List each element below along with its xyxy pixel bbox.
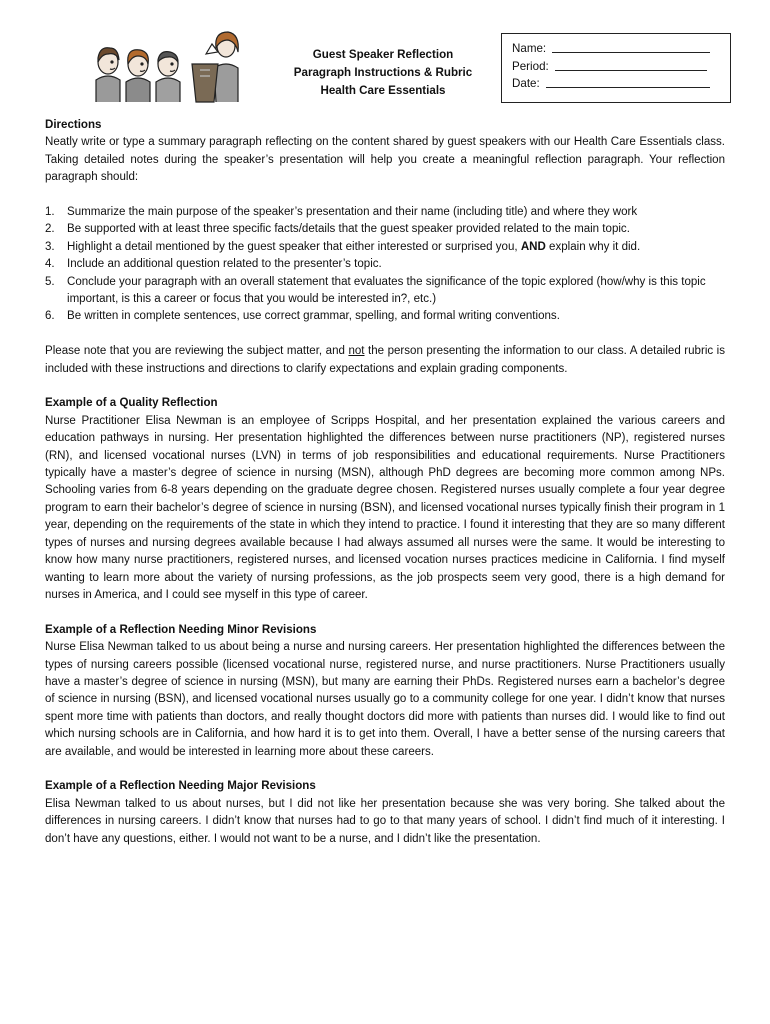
example-major-heading: Example of a Reflection Needing Major Revisions <box>45 780 316 793</box>
example-minor-heading: Example of a Reflection Needing Minor Revisions <box>45 623 317 636</box>
example-minor-text: Nurse Elisa Newman talked to us about being a nurse and nursing careers. Her presentation highlighted the differences between the types of nursing careers possible (licensed vocational nurse, registered nurse, and nurse practitioners. Nurse Practitioners usually have a master’s degree of science in nursing (MSN), but many are earning their PhDs. Registered nurses earn a bachelor’s degree of science in nursing (BSN), and licensed vocational nurses usually go to a community college for one year. I didn’t know that nurses spent more time with patients than doctors, and really thought doctors did more with patients than nurses did. I would like to find out which nursing schools are in California, and how hard it is to get into them. Overall, I have a better sense of the nursing careers that are available, and would be interested in learning more about these careers. <box>45 641 725 758</box>
period-field[interactable] <box>555 58 707 71</box>
list-item: 6. Be written in complete sentences, use correct grammar, spelling, and formal writing conventions. <box>45 310 560 323</box>
title-line-2: Paragraph Instructions & Rubric <box>293 66 473 79</box>
document-title <box>278 46 488 100</box>
subject-note: Please note that you are reviewing the subject matter, and not the person presenting the information to our class. A detailed rubric is included with these instructions and directions to clarify expectations and explain grading components. <box>45 345 726 375</box>
directions-heading: Directions <box>45 119 102 131</box>
period-label: Period: <box>512 59 549 73</box>
period-row <box>512 58 730 76</box>
document-body <box>45 117 725 848</box>
listener-figure-3 <box>156 52 180 102</box>
list-item: 4. Include an additional question related to the presenter’s topic. <box>45 258 382 271</box>
date-row <box>512 75 730 93</box>
date-field[interactable] <box>546 75 710 88</box>
list-item: 5. Conclude your paragraph with an overall statement that evaluates the significance of the topic explored (how/why is this topic important, is this a career or focus that you would be interested in?, etc.) <box>45 275 706 306</box>
example-quality-heading: Example of a Quality Reflection <box>45 397 218 410</box>
guest-speaker-illustration <box>88 24 248 104</box>
list-item: 1. Summarize the main purpose of the speaker’s presentation and their name (including title) and where they work <box>45 206 638 219</box>
name-label: Name: <box>512 42 547 55</box>
title-line-3: Health Care Essentials <box>320 84 446 97</box>
speaker-figure <box>192 32 238 102</box>
example-quality-text: Nurse Practitioner Elisa Newman is an employee of Scripps Hospital, and her presentation explained the various careers and education pathways in nursing. Her presentation highlighted the differences between nurse practitioners (NP), registered nurses (RN), and licensed vocational nurses (LVN) in terms of job responsibilities and educational requirements. Nurse Practitioners typically have a master’s degree of science in nursing (MSN), although PhD degrees are becoming more common among NPs. Schooling varies from 6-8 years depending on the graduate degree chosen. Registered nurses usually complete a four year degree program to earn their bachelor’s degree of science in nursing (BSN), and licensed vocational nurses typically finish their program in 1 year, depending on the requirements of the state in which they intend to practice. I found it interesting that they are so many different types of nurses and nursing degrees available because I had always assumed all nurses were the same. It would be interesting to know how many nurse practitioners, registered nurses, and licensed vocation nurses practices medicine in California. I find myself wanting to learn more about the variety of nursing professions, as the job prospects seem very good, there is a high demand for nurses in America, and I could see myself in this type of career. <box>45 414 725 601</box>
directions-intro: Neatly write or type a summary paragraph reflecting on the content shared by guest speakers with our Health Care Essentials class. Taking detailed notes during the speaker’s presentation will help you create a meaningful reflection paragraph. Your reflection paragraph should: <box>45 136 725 184</box>
date-label: Date: <box>512 77 540 90</box>
name-field[interactable] <box>552 40 710 53</box>
listener-figure-2 <box>126 50 150 102</box>
student-info-box <box>501 33 731 103</box>
listener-figure-1 <box>96 48 120 102</box>
name-row <box>512 40 730 58</box>
list-item: 2. Be supported with at least three specific facts/details that the guest speaker provided related to the main topic. <box>45 223 630 236</box>
requirements-list <box>45 204 725 326</box>
title-line-1: Guest Speaker Reflection <box>312 48 454 61</box>
example-major-text: Elisa Newman talked to us about nurses, but I did not like her presentation because she was very boring. She talked about the differences in nursing careers. I didn’t know that nurses had to go to that many years of school. I didn’t find much of it interesting. I don’t have any questions, either. I would not want to be a nurse, and I didn’t like the presentation. <box>45 797 725 845</box>
list-item: 3. Highlight a detail mentioned by the guest speaker that either interested or surprised you, AND explain why it did. <box>45 240 641 253</box>
